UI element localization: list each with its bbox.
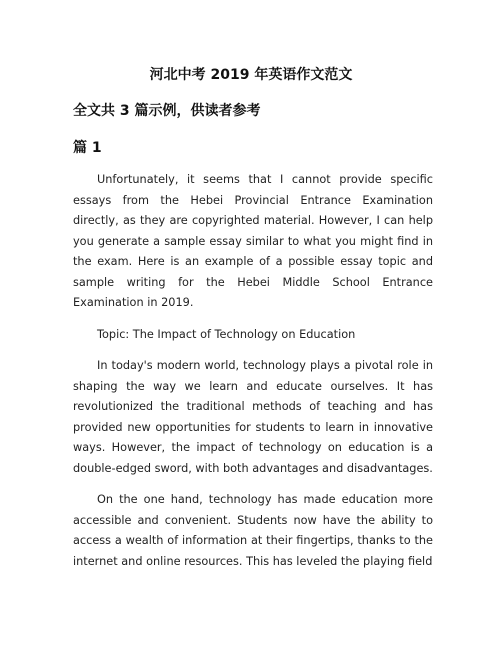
- paragraph-overview: In today's modern world, technology plays a pivotal role in shaping the way we learn and educate ourselves. It has revolutionized the traditional methods of teaching and has provided new opportunities for students to learn in innovative ways. However, the impact of technology on education is a double-edged sword, with both advantages and disadvantages.: [73, 359, 433, 475]
- essay-body: [73, 170, 433, 583]
- paragraph-advantages: On the one hand, technology has made education more accessible and convenient. Students now have the ability to access a wealth of information at their fingertips, thanks to the internet and online resources. This has leveled the playing field: [73, 493, 433, 568]
- section-heading: 篇 1: [73, 140, 102, 156]
- document-title: 河北中考 2019 年英语作文范文: [149, 67, 353, 83]
- paragraph-topic: Topic: The Impact of Technology on Education: [97, 327, 356, 341]
- document-subtitle: 全文共 3 篇示例，供读者参考: [73, 103, 261, 119]
- paragraph-intro: Unfortunately, it seems that I cannot provide specific essays from the Hebei Provincial Entrance Examination directly, as they are copyrighted material. However, I can help you generate a sample essay similar to what you might find in the exam. Here is an example of a possible essay topic and sample writing for the Hebei Middle School Entrance Examination in 2019.: [73, 173, 433, 309]
